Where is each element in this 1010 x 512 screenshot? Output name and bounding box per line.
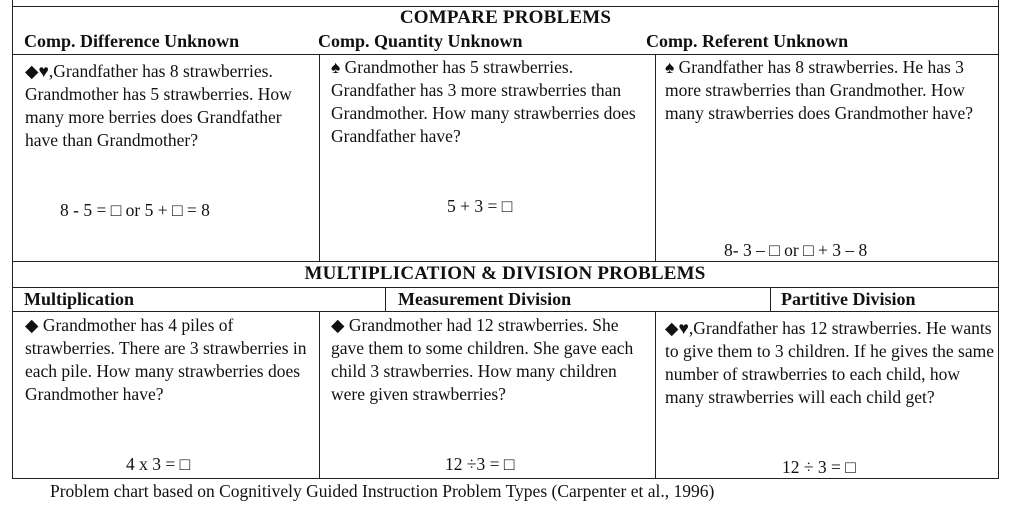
equation-referent-unknown: 8- 3 – □ or □ + 3 – 8 bbox=[724, 240, 868, 260]
column-header-difference-unknown: Comp. Difference Unknown bbox=[24, 31, 240, 51]
multdiv-divider-2 bbox=[655, 311, 656, 479]
multdiv-title-rule bbox=[12, 287, 999, 288]
problem-referent-unknown: ♠ Grandfather has 8 strawberries. He has 3 more strawberries than Grandmother. How many strawberries does Grandmother have? bbox=[665, 57, 974, 123]
compare-header-rule bbox=[12, 54, 999, 55]
compare-section-title: COMPARE PROBLEMS bbox=[399, 7, 612, 28]
equation-multiplication: 4 x 3 = □ bbox=[126, 454, 191, 474]
problem-multiplication: ◆ Grandmother has 4 piles of strawberries. There are 3 strawberries in each pile. How many strawberries does Grandmother have? bbox=[25, 315, 307, 404]
problem-difference-unknown: ◆♥,Grandfather has 8 strawberries. Grandmother has 5 strawberries. How many more berries does Grandfather have than Grandmother? bbox=[25, 61, 292, 150]
column-header-referent-unknown: Comp. Referent Unknown bbox=[646, 31, 849, 51]
compare-divider-1 bbox=[319, 54, 320, 261]
multdiv-header-rule bbox=[12, 311, 999, 312]
multdiv-divider-1 bbox=[319, 311, 320, 479]
equation-partitive-division: 12 ÷ 3 = □ bbox=[782, 457, 856, 477]
multdiv-section-title: MULTIPLICATION & DIVISION PROBLEMS bbox=[304, 263, 706, 284]
multdiv-header-divider-1 bbox=[385, 287, 386, 311]
column-header-multiplication: Multiplication bbox=[24, 289, 135, 309]
table-bottom-rule bbox=[12, 478, 999, 479]
compare-divider-2 bbox=[655, 54, 656, 261]
compare-bottom-rule bbox=[12, 261, 999, 262]
table-left-border bbox=[12, 0, 13, 479]
equation-measurement-division: 12 ÷3 = □ bbox=[445, 454, 515, 474]
problem-quantity-unknown: ♠ Grandmother has 5 strawberries. Grandfather has 3 more strawberries than Grandmother. How many strawberries does Grandfather have? bbox=[331, 57, 636, 146]
column-header-measurement-division: Measurement Division bbox=[398, 289, 572, 309]
problem-measurement-division: ◆ Grandmother had 12 strawberries. She gave them to some children. She gave each child 3 strawberries. How many children were given strawberries? bbox=[331, 315, 634, 404]
column-header-quantity-unknown: Comp. Quantity Unknown bbox=[318, 31, 523, 51]
multdiv-header-divider-2 bbox=[770, 287, 771, 311]
equation-difference-unknown: 8 - 5 = □ or 5 + □ = 8 bbox=[60, 200, 210, 220]
equation-quantity-unknown: 5 + 3 = □ bbox=[447, 196, 513, 216]
citation: Problem chart based on Cognitively Guided Instruction Problem Types (Carpenter et al., 1996) bbox=[50, 481, 715, 501]
problem-partitive-division: ◆♥,Grandfather has 12 strawberries. He wants to give them to 3 children. If he gives the same number of strawberries to each child, how many strawberries will each child get? bbox=[665, 318, 995, 407]
table-right-border bbox=[998, 0, 999, 479]
column-header-partitive-division: Partitive Division bbox=[781, 289, 916, 309]
